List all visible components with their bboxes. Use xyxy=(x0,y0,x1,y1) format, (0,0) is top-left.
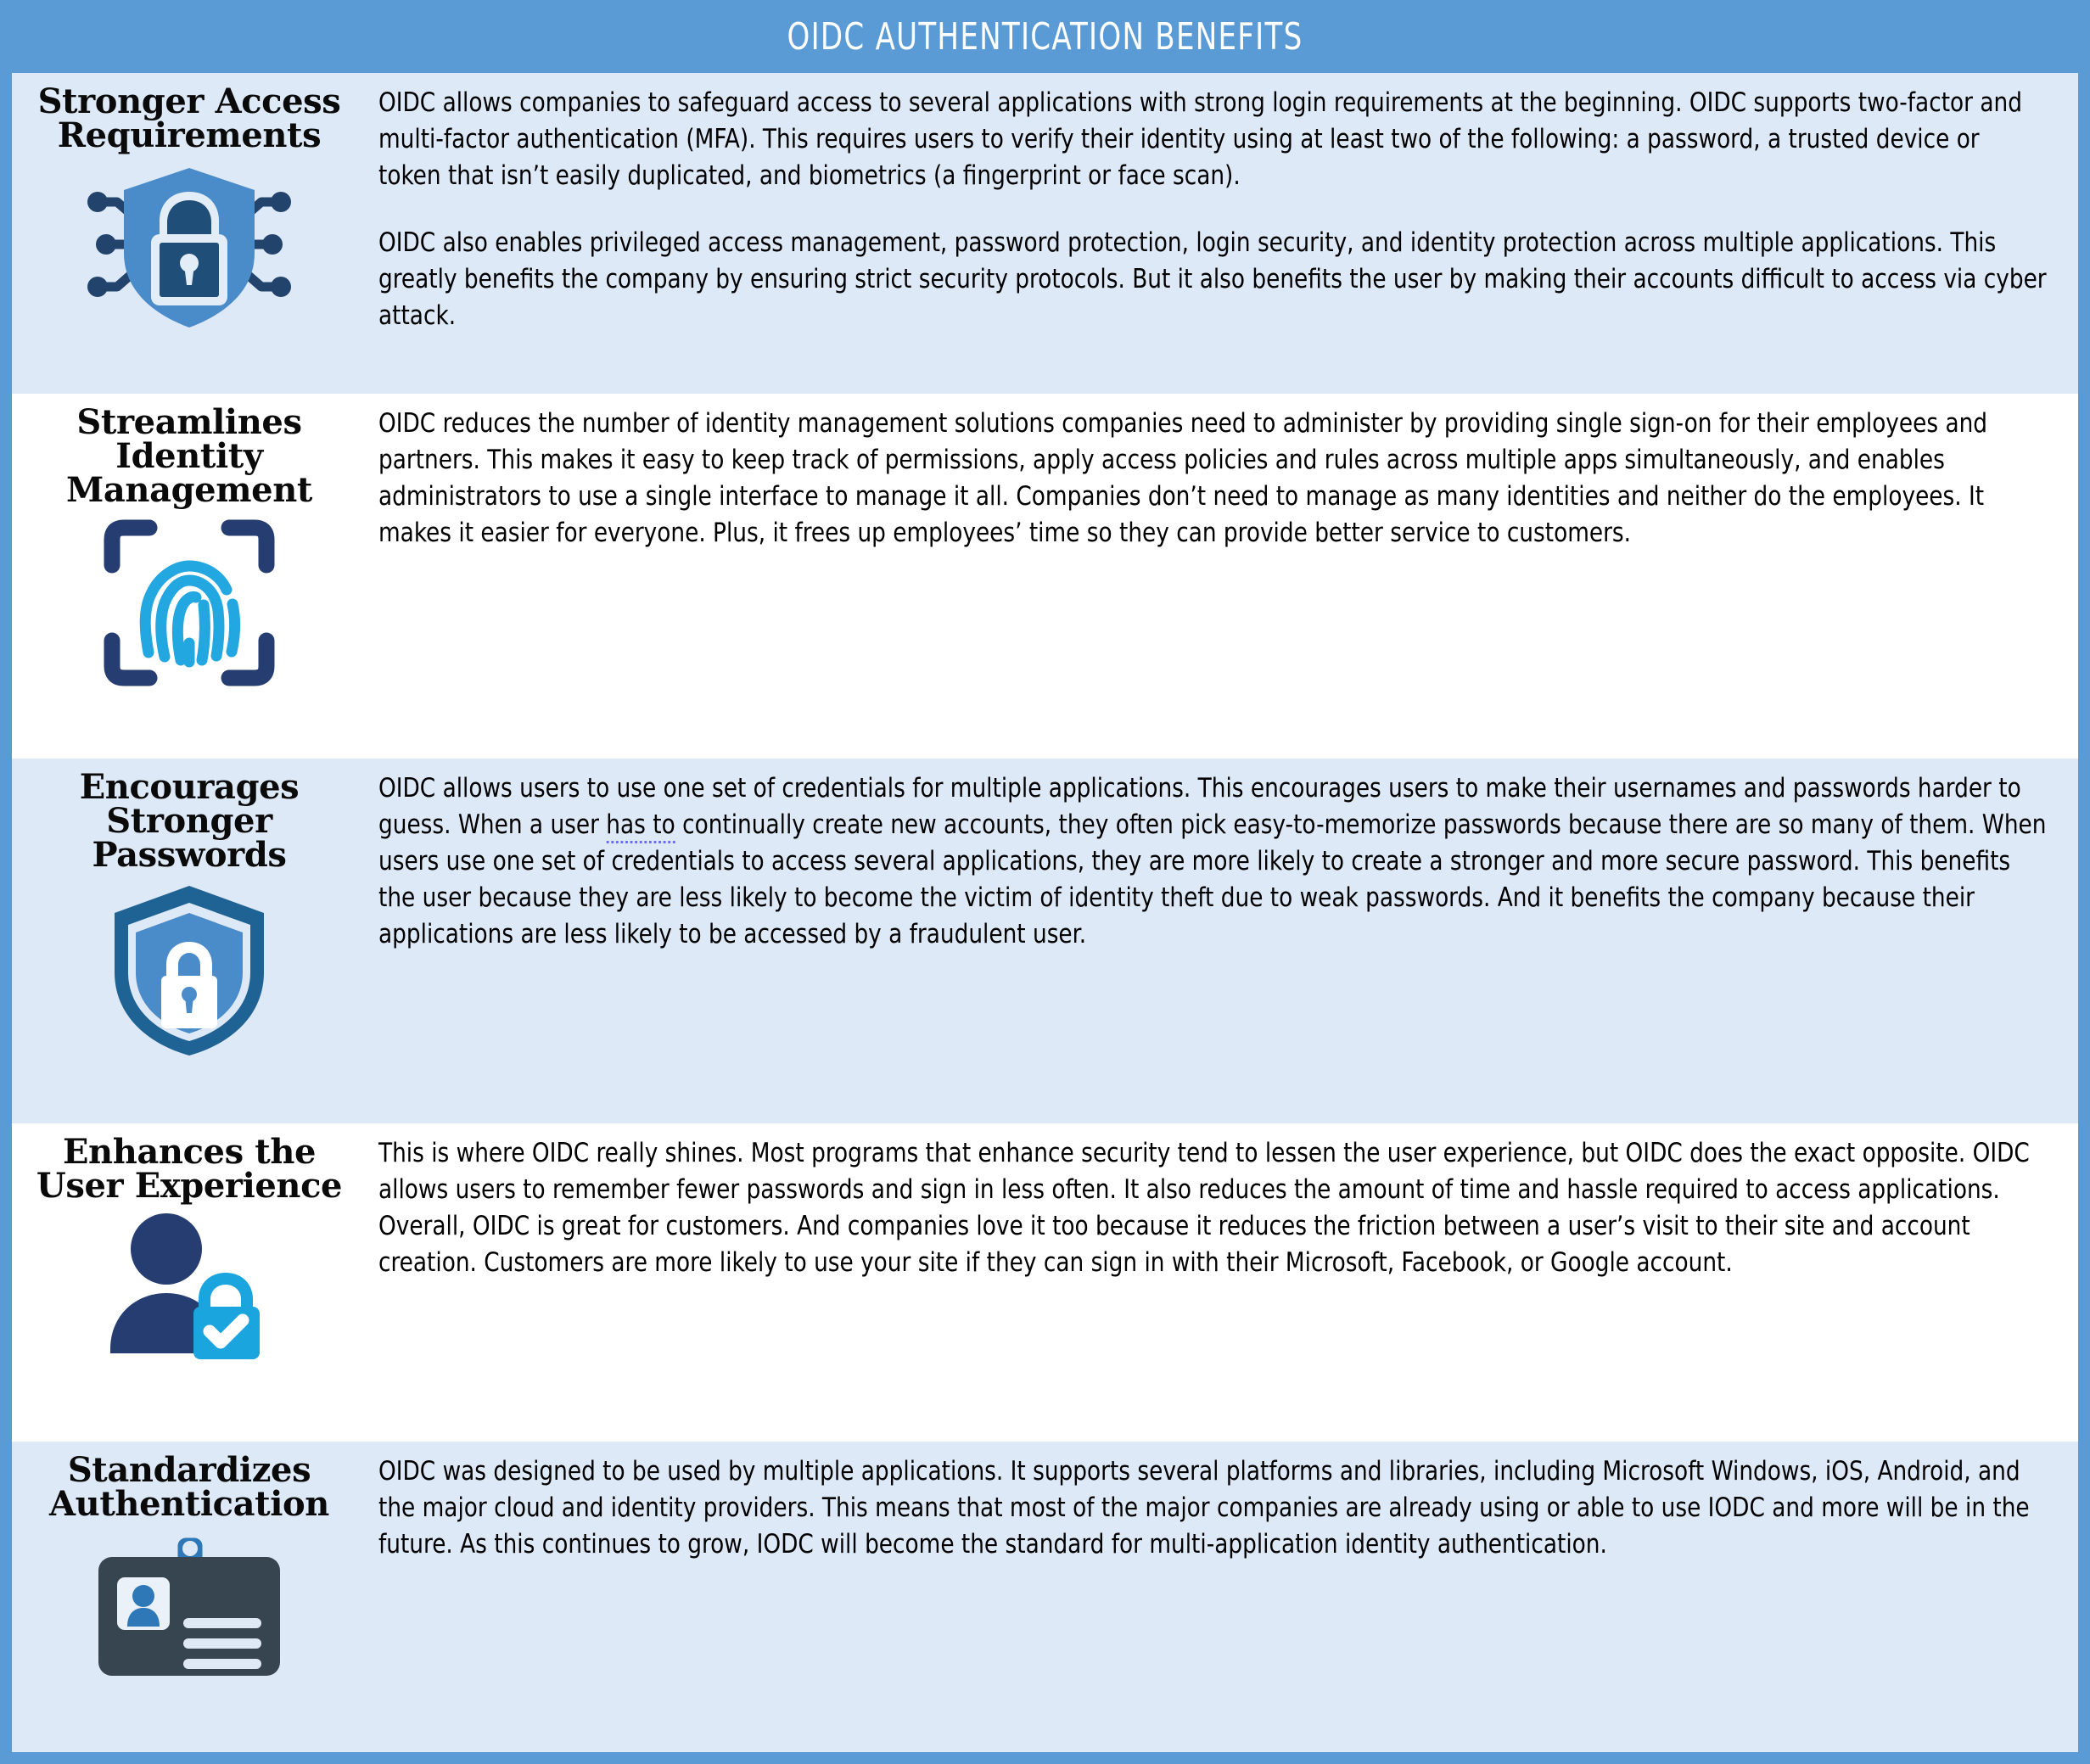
benefit-paragraph: OIDC allows companies to safeguard access to several applications with strong login requirements at the beginning. OIDC supports two-factor and multi-factor authentication (MFA). This requires users to verify their identity using at least two of the following: a password, a trusted device or token that isn’t easily duplicated, and biometrics (a fingerprint or face scan). xyxy=(378,87,2022,191)
icon-container xyxy=(12,1530,367,1683)
benefit-paragraph: This is where OIDC really shines. Most programs that enhance security tend to lessen the user experience, but OIDC does the exact opposite. OIDC allows users to remember fewer passwords and sign in less often. It also reduces the amount of time and hassle required to access applications. Overall, OIDC is great for customers. And companies love it too because it reduces the friction between a user’s visit to their site and account creation. Customers are more likely to use your site if they can sign in with their Microsoft, Facebook, or Google account. xyxy=(378,1138,2030,1278)
row-body-column xyxy=(367,759,2078,961)
icon-container xyxy=(12,161,367,331)
benefit-row xyxy=(12,1123,2078,1442)
user-with-lock-check-icon xyxy=(100,1212,278,1364)
icon-container xyxy=(12,516,367,690)
row-body-column xyxy=(367,1123,2078,1290)
row-left-column xyxy=(12,1442,367,1683)
benefit-row xyxy=(12,1442,2078,1752)
benefit-rows xyxy=(12,73,2078,1752)
page-title: OIDC AUTHENTICATION BENEFITS xyxy=(787,14,1303,59)
benefit-row xyxy=(12,73,2078,394)
benefit-row xyxy=(12,759,2078,1123)
benefit-heading: Streamlines Identity Management xyxy=(66,402,312,510)
row-body-column xyxy=(367,394,2078,560)
benefit-heading: Standardizes Authentication xyxy=(49,1450,329,1524)
shield-lock-circuit-icon xyxy=(75,161,304,331)
benefit-paragraph: OIDC was designed to be used by multiple applications. It supports several platforms and libraries, including Microsoft Windows, iOS, Android, and the major cloud and identity providers. This means that most of the major companies are already using or able to use IODC and more will be in the future. As this continues to grow, IODC will become the standard for multi-application identity authentication. xyxy=(378,1456,2030,1560)
grammar-suggestion-underline: has to xyxy=(606,809,675,843)
row-body-column xyxy=(367,1442,2078,1571)
benefit-paragraph: OIDC reduces the number of identity management solutions companies need to administer by providing single sign-on for their employees and partners. This makes it easy to keep track of permissions, apply access policies and rules across multiple apps simultaneously, and enables administrators to use a single interface to manage it all. Companies don’t need to manage as many identities and neither do the employees. It makes it easier for everyone. Plus, it frees up employees’ time so they can provide better service to customers. xyxy=(378,408,1988,548)
icon-container xyxy=(12,881,367,1061)
benefit-paragraph: OIDC allows users to use one set of credentials for multiple applications. This encourages users to make their usernames and passwords harder to guess. When a user has to continually create new accounts, they often pick easy-to-memorize passwords because there are so many of them. When users use one set of credentials to access several applications, they are more likely to create a stronger and more secure password. This benefits the user because they are less likely to become the victim of identity theft due to weak passwords. And it benefits the company because their applications are less likely to be accessed by a fraudulent user. xyxy=(378,773,2047,949)
row-left-column xyxy=(12,1123,367,1364)
id-badge-card-icon xyxy=(83,1530,295,1683)
benefit-heading: Encourages Stronger Passwords xyxy=(79,767,300,875)
row-left-column xyxy=(12,759,367,1061)
row-left-column xyxy=(12,394,367,690)
benefit-heading: Enhances the User Experience xyxy=(36,1132,343,1206)
benefit-heading: Stronger Access Requirements xyxy=(37,81,341,155)
row-body-column xyxy=(367,73,2078,343)
icon-container xyxy=(12,1212,367,1364)
fingerprint-scan-icon xyxy=(100,516,278,690)
row-left-column xyxy=(12,73,367,331)
shield-padlock-icon xyxy=(104,881,274,1061)
benefit-row xyxy=(12,394,2078,759)
benefit-paragraph: OIDC also enables privileged access management, password protection, login security, and identity protection across multiple applications. This greatly benefits the company by ensuring strict security protocols. But it also benefits the user by making their accounts difficult to access via cyber attack. xyxy=(378,227,2047,331)
title-bar xyxy=(12,0,2078,73)
